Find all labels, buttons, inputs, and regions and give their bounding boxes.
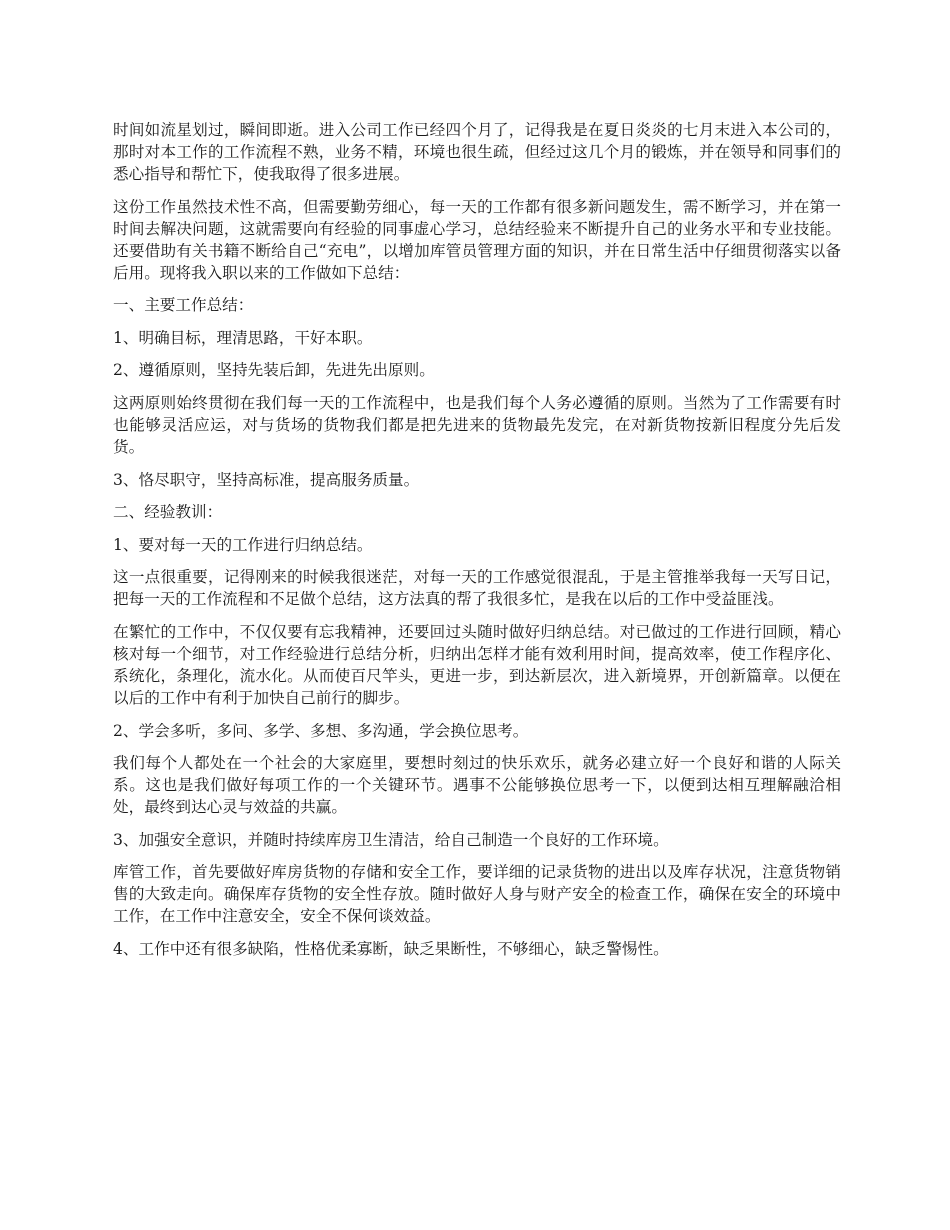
lesson-item-2: 2、学会多听，多问、多学、多想、多沟通，学会换位思考。 xyxy=(113,721,529,740)
list-item-1: 1、明确目标，理清思路，干好本职。 xyxy=(113,328,373,347)
paragraph-intro: 时间如流星划过，瞬间即逝。进入公司工作已经四个月了，记得我是在夏日炎炎的七月末进入本公司的，那时对本工作的工作流程不熟，业务不精，环境也很生疏，但经过这几个月的锻炼，并在领导和同事们的悉心指导和帮忙下，使我取得了很多进展。 xyxy=(113,121,841,183)
paragraph-relationships: 我们每个人都处在一个社会的大家庭里，要想时刻过的快乐欢乐，就务必建立好一个良好和谐的人际关系。这也是我们做好每项工作的一个关键环节。遇事不公能够换位思考一下，以便到达相互理解融洽相处，最终到达心灵与效益的共赢。 xyxy=(113,754,841,817)
heading-lessons: 二、经验教训： xyxy=(113,503,223,522)
paragraph-diary: 这一点很重要，记得刚来的时候我很迷茫，对每一天的工作感觉很混乱，于是主管推举我每一天写日记，把每一天的工作流程和不足做个总结，这方法真的帮了我很多忙，是我在以后的工作中受益匪浅。 xyxy=(113,568,841,609)
document-page xyxy=(113,119,841,971)
paragraph-safety: 库管工作，首先要做好库房货物的存储和安全工作，要详细的记录货物的进出以及库存状况，注意货物销售的大致走向。确保库存货物的安全性存放。随时做好人身与财产安全的检查工作，确保在安全的环境中工作，在工作中注意安全，安全不保何谈效益。 xyxy=(113,863,841,926)
lesson-item-4: 4、工作中还有很多缺陷，性格优柔寡断，缺乏果断性，不够细心，缺乏警惕性。 xyxy=(113,939,669,958)
heading-main-work-summary: 一、主要工作总结： xyxy=(113,296,254,315)
list-item-3: 3、恪尽职守，坚持高标准，提高服务质量。 xyxy=(113,470,420,489)
lesson-item-1: 1、要对每一天的工作进行归纳总结。 xyxy=(113,535,373,554)
paragraph-work-description: 这份工作虽然技术性不高，但需要勤劳细心，每一天的工作都有很多新问题发生，需不断学习，并在第一时间去解决问题，这就需要向有经验的同事虚心学习，总结经验来不断提升自己的业务水平和专业技能。还要借助有关书籍不断给自己“充电”，以增加库管员管理方面的知识，并在日常生活中仔细贯彻落实以备后用。现将我入职以来的工作做如下总结： xyxy=(113,197,841,282)
lesson-item-3: 3、加强安全意识，并随时持续库房卫生清洁，给自己制造一个良好的工作环境。 xyxy=(113,830,669,849)
paragraph-summary-habit: 在繁忙的工作中，不仅仅要有忘我精神，还要回过头随时做好归纳总结。对已做过的工作进行回顾，精心核对每一个细节，对工作经验进行总结分析，归纳出怎样才能有效利用时间，提高效率，使工作程序化、系统化，条理化，流水化。从而使百尺竿头，更进一步，到达新层次，进入新境界，开创新篇章。以便在以后的工作中有利于加快自己前行的脚步。 xyxy=(113,622,841,707)
list-item-2: 2、遵循原则，坚持先装后卸，先进先出原则。 xyxy=(113,361,435,380)
paragraph-principles: 这两原则始终贯彻在我们每一天的工作流程中，也是我们每个人务必遵循的原则。当然为了工作需要有时也能够灵活应运，对与货场的货物我们都是把先进来的货物最先发完，在对新货物按新旧程度分先后发货。 xyxy=(113,393,841,456)
